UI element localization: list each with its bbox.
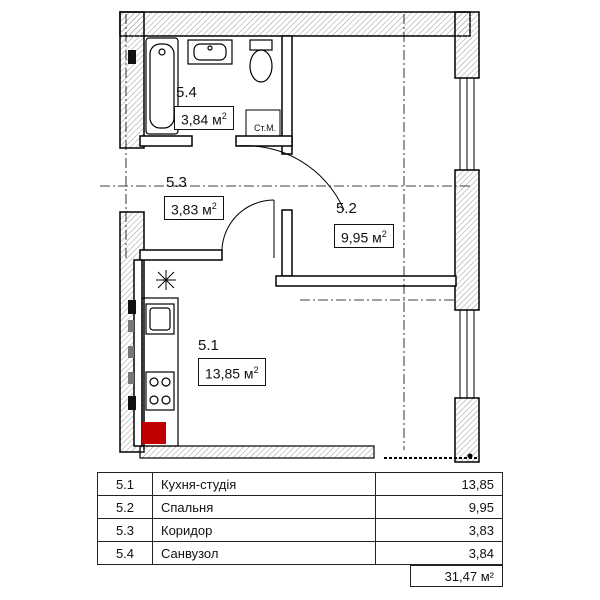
lamp-icon [156, 270, 176, 290]
unit-power: 2 [221, 111, 227, 121]
room-5-1-area [198, 358, 266, 386]
table-row [98, 519, 503, 542]
room-5-1-area-text: 13,85 м [205, 365, 254, 382]
marker-dot-icon [468, 454, 473, 459]
table-row [98, 542, 503, 565]
unit-power: 2 [211, 201, 217, 211]
room-name-cell: Кухня-студія [153, 473, 376, 496]
sink [188, 40, 232, 64]
fridge-block [142, 422, 166, 444]
room-name-cell: Спальня [153, 496, 376, 519]
room-area-cell: 3,84 [376, 542, 503, 565]
toilet [250, 40, 272, 82]
room-5-1-number: 5.1 [198, 337, 219, 354]
table-row [98, 496, 503, 519]
room-5-2-area-text: 9,95 м [341, 229, 382, 246]
room-5-4-number: 5.4 [176, 84, 197, 101]
room-id-cell: 5.4 [98, 542, 153, 565]
room-name-cell: Коридор [153, 519, 376, 542]
room-name-cell: Санвузол [153, 542, 376, 565]
room-5-3-number: 5.3 [166, 174, 187, 191]
balcony-edge [140, 446, 478, 458]
room-area-cell: 3,83 [376, 519, 503, 542]
room-5-4-area-text: 3,84 м [181, 111, 222, 128]
total-area: 31,47 м² [410, 565, 503, 587]
table-row [98, 473, 503, 496]
room-id-cell: 5.2 [98, 496, 153, 519]
radiators [128, 320, 134, 384]
room-5-2-area [334, 224, 394, 248]
room-legend-table [97, 472, 503, 565]
room-5-3-area [164, 196, 224, 220]
room-id-cell: 5.3 [98, 519, 153, 542]
room-5-2-number: 5.2 [336, 200, 357, 217]
unit-power: 2 [381, 229, 387, 239]
room-id-cell: 5.1 [98, 473, 153, 496]
room-area-cell: 13,85 [376, 473, 503, 496]
room-area-cell: 9,95 [376, 496, 503, 519]
washing-machine-label: Ст.М. [254, 123, 277, 133]
room-5-3-area-text: 3,83 м [171, 201, 212, 218]
room-5-4-area [174, 106, 234, 130]
unit-power: 2 [253, 365, 259, 375]
